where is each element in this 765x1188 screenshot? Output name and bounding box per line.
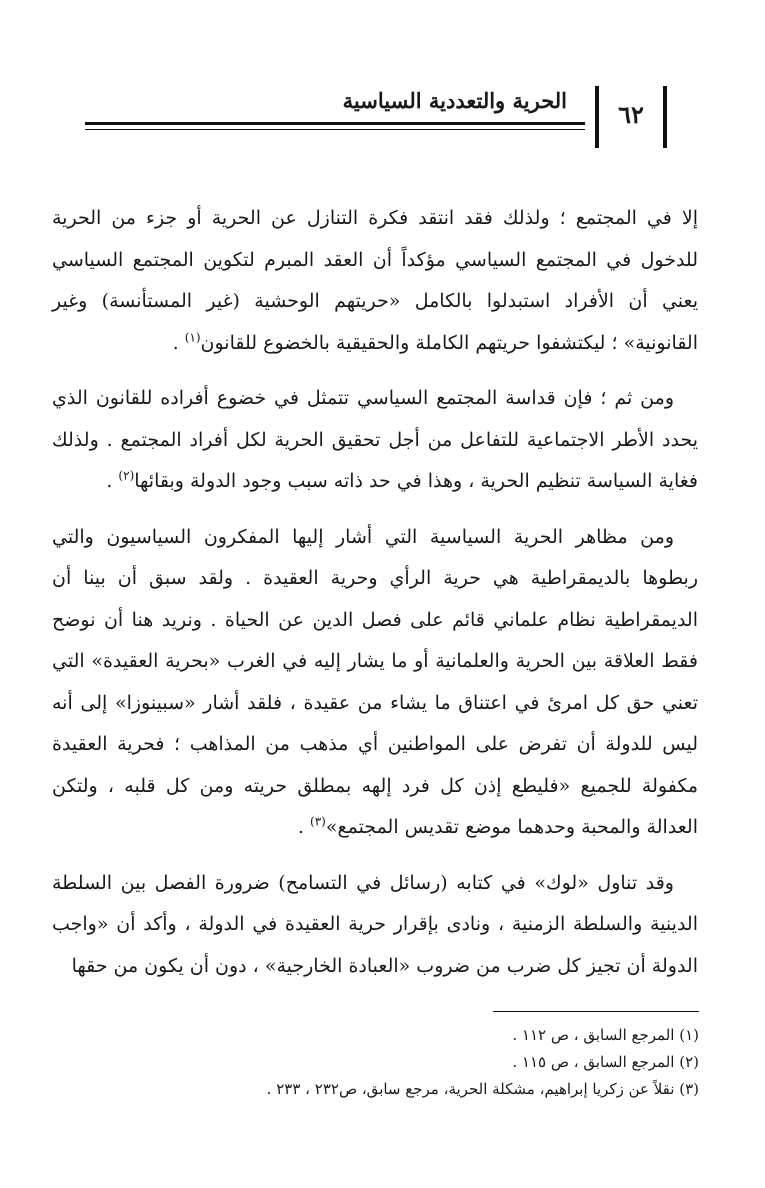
paragraph-text: ومن مظاهر الحرية السياسية التي أشار إليها المفكرون السياسيون والتي ربطوها بالديمقراطية هي حرية الرأي وحرية العقيدة . ولقد سبق أن بينا أن الديمقراطية نظام علماني قائم على فصل الدين عن الحياة . ونريد هنا أن نوضح فقط العلاقة بين الحرية والعلمانية أو ما يشار إليه في الغرب «بحرية العقيدة» التي تعني حق كل امرئ في اعتناق ما يشاء من عقيدة ، فلقد أشار «سبينوزا» إلى أنه ليس للدولة أن تفرض على المواطنين أي مذهب من المذاهب ؛ فحرية العقيدة مكفولة للجميع «فليطع إذن كل فرد إلهه بمطلق حريته ومن كل قلبه ، ولتكن العدالة والمحبة وحدهما موضع تقديس المجتمع» [52, 525, 698, 838]
paragraph-text: إلا في المجتمع ؛ ولذلك فقد انتقد فكرة التنازل عن الحرية أو جزء من الحرية للدخول في المجتمع السياسي مؤكداً أن العقد المبرم لتكوين المجتمع السياسي يعني أن الأفراد استبدلوا بالكامل «حريتهم الوحشية (غير المستأنسة) وغير القانونية» ؛ ليكتشفوا حريتهم الكاملة والحقيقية بالخضوع للقانون [52, 207, 698, 354]
footnote-item: (٢) المرجع السابق ، ص ١١٥ . [512, 1053, 699, 1071]
paragraph [52, 198, 698, 364]
paragraph-text: ومن ثم ؛ فإن قداسة المجتمع السياسي تتمثل في خضوع أفراده للقانون الذي يحدد الأطر الاجتماعية للتفاعل من أجل تحقيق الحرية لكل أفراد المجتمع . ولذلك فغاية السياسة تنظيم الحرية ، وهذا في حد ذاته سبب وجود الدولة وبقائها [52, 387, 698, 492]
paragraph-tail: . [172, 331, 185, 354]
footnote-item: (١) المرجع السابق ، ص ١١٢ . [512, 1026, 699, 1044]
paragraph [52, 378, 698, 503]
paragraph-tail: . [297, 816, 311, 838]
running-header-title: الحرية والتعددية السياسية [342, 88, 567, 113]
page-number: ٦٢ [595, 86, 667, 148]
paragraph [52, 517, 698, 849]
footnotes [99, 1022, 699, 1103]
paragraph-text: وقد تناول «لوك» في كتابه (رسائل في التسامح) ضرورة الفصل بين السلطة الدينية والسلطة الزمنية ، ونادى بإقرار حرية العقيدة في الدولة ، وأكد أن «واجب الدولة أن تجيز كل ضرب من ضروب «العبادة الخارجية» ، دون أن يكون من حقها [52, 871, 698, 977]
header-rule-thick [85, 122, 585, 125]
running-header [85, 84, 677, 154]
paragraph [52, 863, 698, 988]
footnote-item: (٣) نقلاً عن زكريا إبراهيم، مشكلة الحرية، مرجع سابق، ص٢٣٢ ، ٢٣٣ . [266, 1080, 699, 1098]
body-text [52, 198, 698, 1001]
footnote-reference: (٣) [310, 814, 326, 829]
footnote-reference: (٢) [118, 468, 135, 483]
footnote-reference: (١) [184, 330, 201, 345]
header-rule-thin [85, 129, 585, 130]
footnote-separator [493, 1011, 699, 1012]
paragraph-tail: . [106, 470, 119, 492]
